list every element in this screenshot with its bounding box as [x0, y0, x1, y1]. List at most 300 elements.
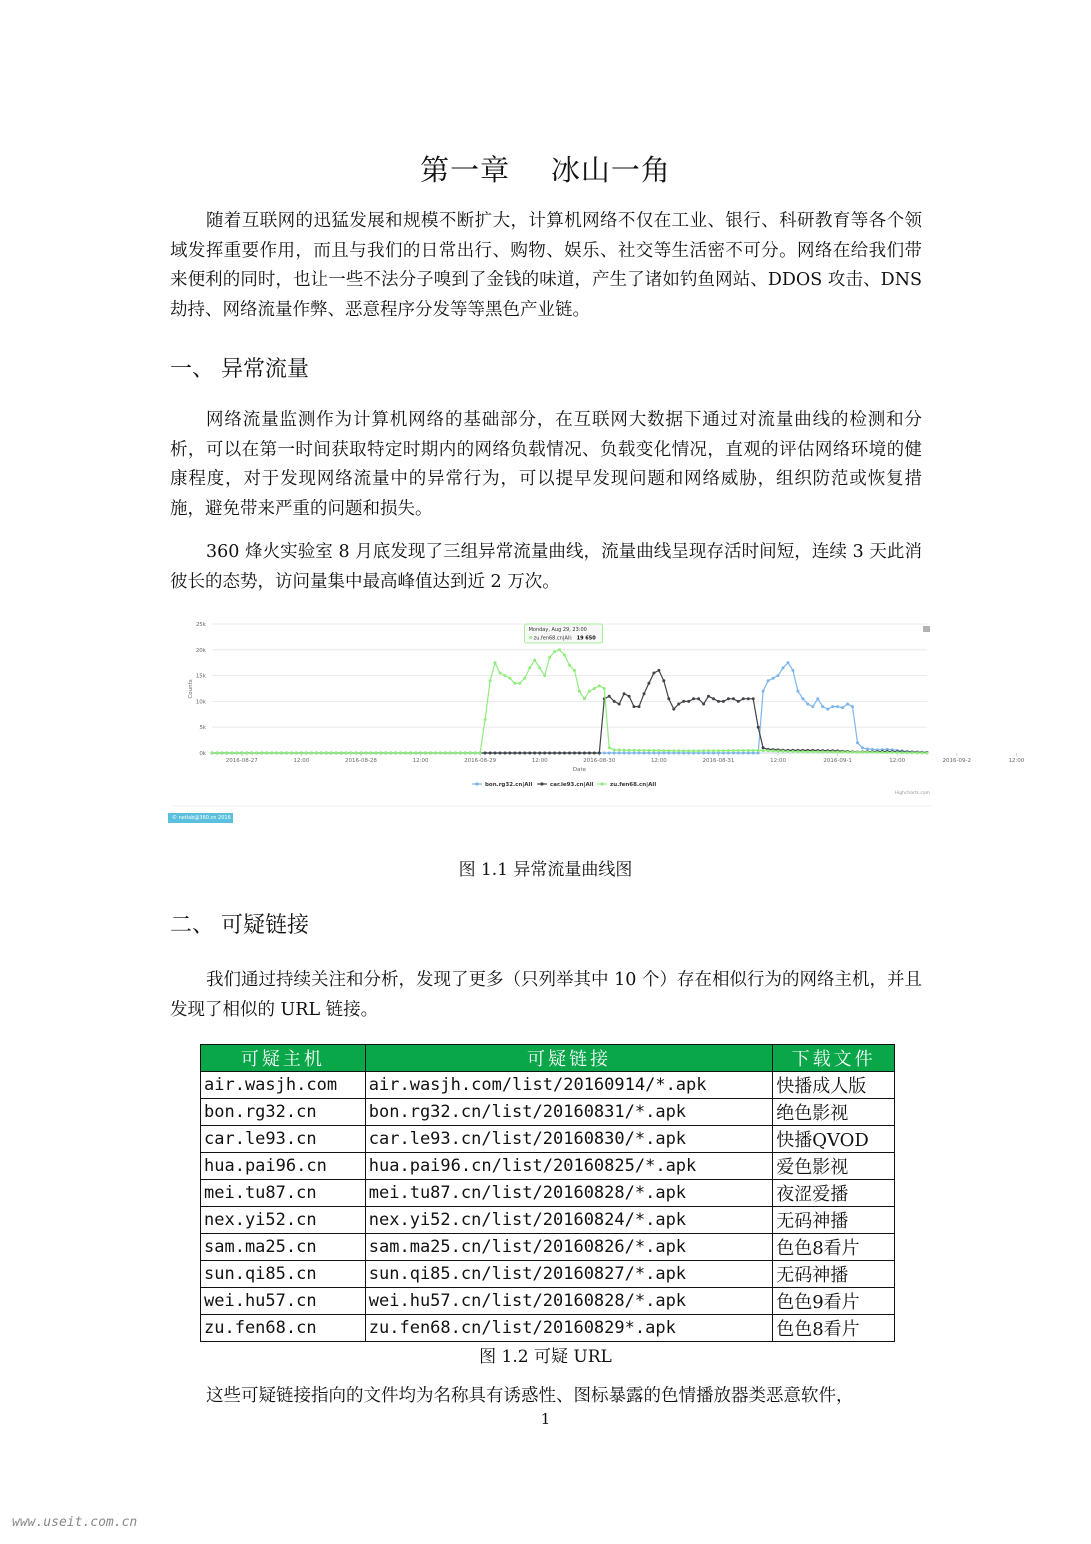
data-point: [633, 752, 636, 755]
data-point: [861, 751, 864, 754]
data-point: [816, 750, 819, 753]
data-point: [667, 749, 670, 752]
data-point: [369, 752, 372, 755]
data-point: [821, 750, 824, 753]
data-point: [638, 705, 641, 708]
data-point: [672, 749, 675, 752]
data-point: [518, 752, 521, 755]
data-point: [499, 752, 502, 755]
data-point: [906, 751, 909, 754]
data-point: [360, 752, 363, 755]
data-point: [901, 751, 904, 754]
data-point: [593, 687, 596, 690]
data-point: [841, 706, 844, 709]
data-point: [762, 746, 765, 749]
data-point: [697, 697, 700, 700]
x-tick-label: 2016-08-31: [702, 758, 735, 764]
data-point: [747, 749, 750, 752]
data-point: [593, 752, 596, 755]
data-point: [801, 697, 804, 700]
x-tick-label: 2016-08-30: [583, 758, 616, 764]
legend-label: zu.fen68.cn|All: [610, 782, 657, 788]
data-point: [553, 752, 556, 755]
data-point: [811, 750, 814, 753]
data-point: [782, 666, 785, 669]
data-point: [682, 749, 685, 752]
data-point: [618, 752, 621, 755]
links-paragraph: 我们通过持续关注和分析，发现了更多（只列举其中 10 个）存在相似行为的网络主机，并且发现了相似的 URL 链接。: [170, 970, 922, 1020]
data-point: [697, 749, 700, 752]
host-cell: mei.tu87.cn: [201, 1180, 366, 1207]
data-point: [464, 752, 467, 755]
data-point: [394, 752, 397, 755]
data-point: [712, 749, 715, 752]
data-point: [916, 751, 919, 754]
data-point: [782, 750, 785, 753]
header-file: 下载文件: [773, 1045, 895, 1072]
data-point: [563, 752, 566, 755]
data-point: [355, 752, 358, 755]
legend-marker: [475, 782, 478, 785]
data-point: [290, 752, 293, 755]
header-link: 可疑链接: [365, 1045, 772, 1072]
data-point: [235, 752, 238, 755]
data-point: [643, 749, 646, 752]
data-point: [742, 697, 745, 700]
data-point: [692, 697, 695, 700]
data-point: [791, 669, 794, 672]
data-point: [548, 752, 551, 755]
data-point: [677, 749, 680, 752]
data-point: [628, 749, 631, 752]
x-tick-label: 12:00: [889, 758, 906, 764]
traffic-paragraph-1: 网络流量监测作为计算机网络的基础部分，在互联网大数据下通过对流量曲线的检测和分析，可以在第一时间获取特定时期内的网络负载情况、负载变化情况，直观的评估网络环境的健康程度，对于发现网络流量中的异常行为，可以提早发现问题和网络威胁，组织防范或恢复措施，避免带来严重的问题和损失。: [170, 410, 922, 519]
tooltip-series: zu.fen68.cn|All:: [533, 635, 573, 642]
data-point: [742, 749, 745, 752]
x-tick-label: 12:00: [650, 758, 667, 764]
data-point: [459, 752, 462, 755]
data-point: [836, 705, 839, 708]
data-point: [608, 752, 611, 755]
data-point: [543, 752, 546, 755]
data-point: [225, 752, 228, 755]
data-point: [538, 666, 541, 669]
data-point: [846, 751, 849, 754]
data-point: [613, 748, 616, 751]
data-point: [722, 749, 725, 752]
host-cell: sam.ma25.cn: [201, 1234, 366, 1261]
data-point: [866, 751, 869, 754]
tail-paragraph: 这些可疑链接指向的文件均为名称具有诱惑性、图标暴露的色情播放器类恶意软件，: [206, 1386, 854, 1406]
data-point: [533, 752, 536, 755]
table-row: [201, 1153, 895, 1180]
data-point: [767, 679, 770, 682]
data-point: [921, 751, 924, 754]
data-point: [315, 752, 318, 755]
host-cell: nex.yi52.cn: [201, 1207, 366, 1234]
data-point: [628, 695, 631, 698]
data-point: [806, 703, 809, 706]
data-point: [479, 752, 482, 755]
data-point: [618, 703, 621, 706]
data-point: [623, 752, 626, 755]
data-point: [295, 752, 298, 755]
data-point: [851, 751, 854, 754]
data-point: [489, 679, 492, 682]
data-point: [598, 684, 601, 687]
section-heading-suspicious-links: 二、 可疑链接: [170, 913, 309, 938]
data-point: [216, 752, 219, 755]
data-point: [618, 749, 621, 752]
file-cell: 色色8看片: [773, 1315, 895, 1342]
data-point: [305, 752, 308, 755]
file-cell: 快播成人版: [773, 1072, 895, 1099]
data-point: [603, 752, 606, 755]
data-point: [444, 752, 447, 755]
data-point: [399, 752, 402, 755]
y-tick-label: 20k: [195, 647, 206, 654]
data-point: [508, 677, 511, 680]
table-row: [201, 1315, 895, 1342]
data-point: [613, 700, 616, 703]
data-point: [647, 682, 650, 685]
data-point: [504, 752, 507, 755]
data-point: [623, 749, 626, 752]
data-point: [260, 752, 263, 755]
data-point: [826, 708, 829, 711]
data-point: [484, 718, 487, 721]
data-point: [727, 749, 730, 752]
data-point: [647, 749, 650, 752]
data-point: [787, 750, 790, 753]
legend-label: bon.rg32.cn|All: [485, 782, 533, 788]
data-point: [737, 700, 740, 703]
data-point: [667, 697, 670, 700]
data-point: [672, 708, 675, 711]
data-point: [712, 697, 715, 700]
legend-label: car.le93.cn|All: [550, 782, 594, 788]
data-point: [374, 752, 377, 755]
header-host: 可疑主机: [201, 1045, 366, 1072]
data-point: [568, 664, 571, 667]
data-point: [583, 697, 586, 700]
data-point: [692, 749, 695, 752]
data-point: [876, 751, 879, 754]
data-point: [469, 752, 472, 755]
table-row: [201, 1234, 895, 1261]
data-point: [891, 751, 894, 754]
intro-paragraph: 随着互联网的迅猛发展和规模不断扩大，计算机网络不仅在工业、银行、科研教育等各个领域发挥重要作用，而且与我们的日常出行、购物、娱乐、社交等生活密不可分。网络在给我们带来便利的同时，也让一些不法分子嗅到了金钱的味道，产生了诸如钓鱼网站、DDOS 攻击、DNS 劫持、网络流量作弊、恶意程序分发等等黑色产业链。: [170, 211, 922, 320]
data-point: [414, 752, 417, 755]
data-point: [767, 749, 770, 752]
data-point: [747, 697, 750, 700]
data-point: [911, 751, 914, 754]
data-point: [325, 752, 328, 755]
data-point: [598, 752, 601, 755]
data-point: [484, 752, 487, 755]
data-point: [429, 752, 432, 755]
data-point: [762, 690, 765, 693]
data-point: [866, 747, 869, 750]
link-cell: zu.fen68.cn/list/20160829*.apk: [365, 1315, 772, 1342]
data-point: [558, 752, 561, 755]
data-point: [608, 695, 611, 698]
y-tick-label: 5k: [199, 725, 206, 732]
data-point: [528, 752, 531, 755]
link-cell: mei.tu87.cn/list/20160828/*.apk: [365, 1180, 772, 1207]
data-point: [335, 752, 338, 755]
x-tick-label: 12:00: [531, 758, 548, 764]
data-point: [494, 752, 497, 755]
data-point: [638, 749, 641, 752]
data-point: [553, 650, 556, 653]
data-point: [563, 654, 566, 657]
table-row: [201, 1072, 895, 1099]
tooltip-value: 19 650: [576, 635, 596, 642]
data-point: [707, 749, 710, 752]
x-tick-label: 2016-08-28: [344, 758, 377, 764]
data-point: [757, 749, 760, 752]
data-point: [285, 752, 288, 755]
host-cell: air.wasjh.com: [201, 1072, 366, 1099]
y-tick-label: 10k: [195, 699, 206, 706]
data-point: [777, 750, 780, 753]
data-point: [841, 751, 844, 754]
data-point: [384, 752, 387, 755]
data-point: [638, 752, 641, 755]
data-point: [856, 751, 859, 754]
data-point: [588, 690, 591, 693]
data-point: [573, 752, 576, 755]
data-point: [757, 726, 760, 729]
data-point: [851, 705, 854, 708]
data-point: [608, 746, 611, 749]
data-point: [578, 690, 581, 693]
data-point: [657, 669, 660, 672]
link-cell: air.wasjh.com/list/20160914/*.apk: [365, 1072, 772, 1099]
x-tick-label: 12:00: [1008, 758, 1025, 764]
data-point: [886, 751, 889, 754]
data-point: [504, 674, 507, 677]
traffic-chart-svg: [172, 614, 1025, 826]
data-point: [613, 752, 616, 755]
table-row: [201, 1180, 895, 1207]
data-point: [846, 703, 849, 706]
data-point: [449, 752, 452, 755]
data-point: [454, 752, 457, 755]
file-cell: 无码神播: [773, 1261, 895, 1288]
data-point: [220, 752, 223, 755]
host-cell: car.le93.cn: [201, 1126, 366, 1153]
data-point: [300, 752, 303, 755]
data-point: [409, 752, 412, 755]
data-point: [340, 752, 343, 755]
data-point: [275, 752, 278, 755]
data-point: [772, 749, 775, 752]
data-point: [687, 700, 690, 703]
data-point: [543, 674, 546, 677]
data-point: [796, 750, 799, 753]
data-point: [499, 672, 502, 675]
data-point: [508, 752, 511, 755]
data-point: [861, 746, 864, 749]
tooltip-date: Monday, Aug 29, 23:00: [528, 627, 587, 633]
file-cell: 色色8看片: [773, 1234, 895, 1261]
link-cell: car.le93.cn/list/20160830/*.apk: [365, 1126, 772, 1153]
data-point: [836, 751, 839, 754]
data-point: [389, 752, 392, 755]
data-point: [265, 752, 268, 755]
link-cell: wei.hu57.cn/list/20160828/*.apk: [365, 1288, 772, 1315]
traffic-paragraph-2: 360 烽火实验室 8 月底发现了三组异常流量曲线，流量曲线呈现存活时间短，连续 3 天此消彼长的态势，访问量集中最高峰值达到近 2 万次。: [170, 542, 922, 592]
table-row: [201, 1207, 895, 1234]
data-point: [796, 690, 799, 693]
data-point: [350, 752, 353, 755]
data-point: [523, 752, 526, 755]
x-tick-label: 2016-08-29: [464, 758, 497, 764]
traffic-chart: [172, 614, 1025, 826]
data-point: [538, 752, 541, 755]
data-point: [603, 687, 606, 690]
data-point: [677, 703, 680, 706]
data-point: [568, 752, 571, 755]
data-point: [330, 752, 333, 755]
chart-stamp: © netlab@360.cn 2016: [168, 813, 233, 823]
data-point: [513, 752, 516, 755]
host-cell: hua.pai96.cn: [201, 1153, 366, 1180]
data-point: [270, 752, 273, 755]
data-point: [628, 752, 631, 755]
data-point: [816, 697, 819, 700]
data-point: [573, 669, 576, 672]
data-point: [762, 749, 765, 752]
data-point: [801, 750, 804, 753]
data-point: [806, 750, 809, 753]
data-point: [787, 661, 790, 664]
data-point: [682, 700, 685, 703]
data-point: [727, 697, 730, 700]
data-point: [643, 692, 646, 695]
table-header-row: [201, 1045, 895, 1072]
link-cell: sun.qi85.cn/list/20160827/*.apk: [365, 1261, 772, 1288]
data-point: [240, 752, 243, 755]
data-point: [434, 752, 437, 755]
data-point: [623, 692, 626, 695]
y-tick-label: 25k: [195, 622, 206, 628]
x-tick-label: 12:00: [293, 758, 310, 764]
data-point: [777, 674, 780, 677]
data-point: [518, 682, 521, 685]
host-cell: bon.rg32.cn: [201, 1099, 366, 1126]
link-cell: hua.pai96.cn/list/20160825/*.apk: [365, 1153, 772, 1180]
data-point: [379, 752, 382, 755]
series-line: [212, 663, 927, 753]
data-point: [250, 752, 253, 755]
data-point: [752, 749, 755, 752]
data-point: [896, 751, 899, 754]
data-point: [652, 749, 655, 752]
x-tick-label: 12:00: [412, 758, 429, 764]
chart-credit: Highcharts.com: [894, 791, 930, 796]
watermark: www.useit.com.cn: [12, 1515, 138, 1530]
data-point: [652, 672, 655, 675]
figure-caption-1: 图 1.1 异常流量曲线图: [458, 860, 633, 880]
data-point: [732, 697, 735, 700]
data-point: [255, 752, 258, 755]
host-cell: zu.fen68.cn: [201, 1315, 366, 1342]
data-point: [791, 750, 794, 753]
legend-marker: [540, 782, 543, 785]
data-point: [732, 749, 735, 752]
data-point: [831, 750, 834, 753]
table-row: [201, 1288, 895, 1315]
data-point: [364, 752, 367, 755]
data-point: [528, 666, 531, 669]
data-point: [439, 752, 442, 755]
x-tick-label: 2016-09-2: [942, 758, 972, 764]
legend-marker: [600, 782, 603, 785]
data-point: [558, 648, 561, 651]
data-point: [513, 682, 516, 685]
table-row: [201, 1261, 895, 1288]
data-point: [662, 749, 665, 752]
x-axis-title: Date: [572, 767, 587, 773]
data-point: [320, 752, 323, 755]
data-point: [211, 752, 214, 755]
page-number: 1: [540, 1410, 551, 1428]
link-cell: bon.rg32.cn/list/20160831/*.apk: [365, 1099, 772, 1126]
data-point: [752, 697, 755, 700]
data-point: [548, 656, 551, 659]
data-point: [230, 752, 233, 755]
data-point: [419, 752, 422, 755]
host-cell: sun.qi85.cn: [201, 1261, 366, 1288]
data-point: [722, 700, 725, 703]
data-point: [702, 749, 705, 752]
data-point: [310, 752, 313, 755]
data-point: [280, 752, 283, 755]
y-axis-title: Counts: [188, 679, 194, 699]
data-point: [826, 750, 829, 753]
data-point: [811, 705, 814, 708]
data-point: [533, 659, 536, 662]
link-cell: sam.ma25.cn/list/20160826/*.apk: [365, 1234, 772, 1261]
data-point: [424, 752, 427, 755]
data-point: [345, 752, 348, 755]
data-point: [489, 752, 492, 755]
chapter-title: 第一章 冰山一角: [420, 153, 671, 187]
data-point: [717, 749, 720, 752]
data-point: [881, 751, 884, 754]
data-point: [772, 677, 775, 680]
file-cell: 爱色影视: [773, 1153, 895, 1180]
data-point: [523, 677, 526, 680]
data-point: [856, 741, 859, 744]
table-row: [201, 1126, 895, 1153]
data-point: [737, 749, 740, 752]
data-point: [717, 700, 720, 703]
x-tick-label: 2016-08-27: [225, 758, 258, 764]
data-point: [588, 752, 591, 755]
data-point: [657, 749, 660, 752]
figure-caption-2: 图 1.2 可疑 URL: [479, 1347, 612, 1367]
data-point: [687, 749, 690, 752]
data-point: [245, 752, 248, 755]
data-point: [702, 703, 705, 706]
data-point: [583, 752, 586, 755]
suspicious-url-table: [200, 1044, 895, 1342]
file-cell: 快播QVOD: [773, 1126, 895, 1153]
